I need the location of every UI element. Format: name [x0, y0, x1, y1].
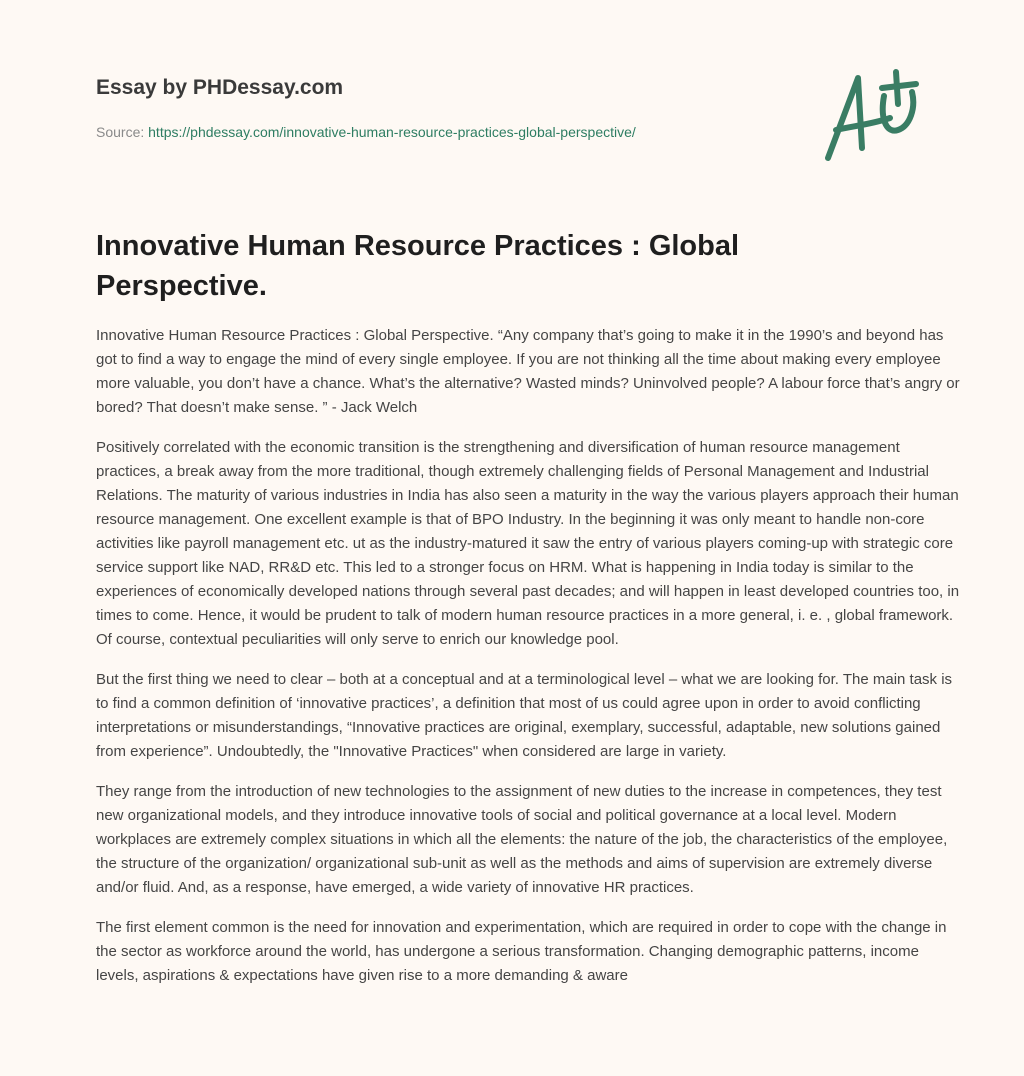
source-label: Source:	[96, 124, 145, 140]
paragraph: Innovative Human Resource Practices : Global Perspective. “Any company that’s going to make it in the 1990’s and beyond has got to find a way to engage the mind of every single employee. If you are not thinking all the time about making every employee more valuable, you don’t have a chance. What’s the alternative? Wasted minds? Uninvolved people? A labour force that’s angry or bored? That doesn’t make sense. ” - Jack Welch	[96, 327, 960, 416]
paragraph: But the first thing we need to clear – both at a conceptual and at a terminological level – what we are looking for. The main task is to find a common definition of ‘innovative practices’, a definition that most of us could agree upon in order to avoid conflicting interpretations or misunderstandings, “Innovative practices are original, exemplary, successful, adaptable, new solutions gained from experience”. Undoubtedly, the "Innovative Practices" when considered are large in variety.	[96, 671, 953, 760]
site-brand: Essay by PHDessay.com	[96, 76, 344, 99]
paragraph: They range from the introduction of new technologies to the assignment of new duties to the increase in competences, they test new organizational models, and they introduce innovative tools of social and political governance at a local level. Modern workplaces are extremely complex situations in which all the elements: the nature of the job, the characteristics of the employee, the structure of the organization/ organizational sub-unit as well as the methods and aims of supervision are extremely diverse and/or fluid. And, as a response, have emerged, a wide variety of innovative HR practices.	[96, 783, 948, 896]
source-link[interactable]: https://phdessay.com/innovative-human-resource-practices-global-perspective/	[148, 124, 636, 140]
a-plus-logo-icon	[818, 68, 928, 164]
source-line	[96, 124, 636, 140]
paragraph: The first element common is the need for innovation and experimentation, which are required in order to cope with the change in the sector as workforce around the world, has undergone a serious transformation. Changing demographic patterns, income levels, aspirations & expectations have given rise to a more demanding & aware	[96, 919, 947, 984]
paragraph: Positively correlated with the economic transition is the strengthening and diversification of human resource management practices, a break away from the more traditional, though extremely challenging fields of Personal Management and Industrial Relations. The maturity of various industries in India has also seen a maturity in the way the various players approach their human resource management. One excellent example is that of BPO Industry. In the beginning it was only meant to handle non-core activities like payroll management etc. ut as the industry-matured it saw the entry of various players coming-up with strategic core service support like NAD, RR&D etc. This led to a stronger focus on HRM. What is happening in India today is similar to the experiences of economically developed nations through several past decades; and will happen in least developed countries too, in times to come. Hence, it would be prudent to talk of modern human resource practices in a more general, i. e. , global framework. Of course, contextual peculiarities will only serve to enrich our knowledge pool.	[96, 439, 960, 648]
essay-body	[96, 324, 960, 1004]
page-title: Innovative Human Resource Practices : Global Perspective.	[96, 230, 740, 302]
